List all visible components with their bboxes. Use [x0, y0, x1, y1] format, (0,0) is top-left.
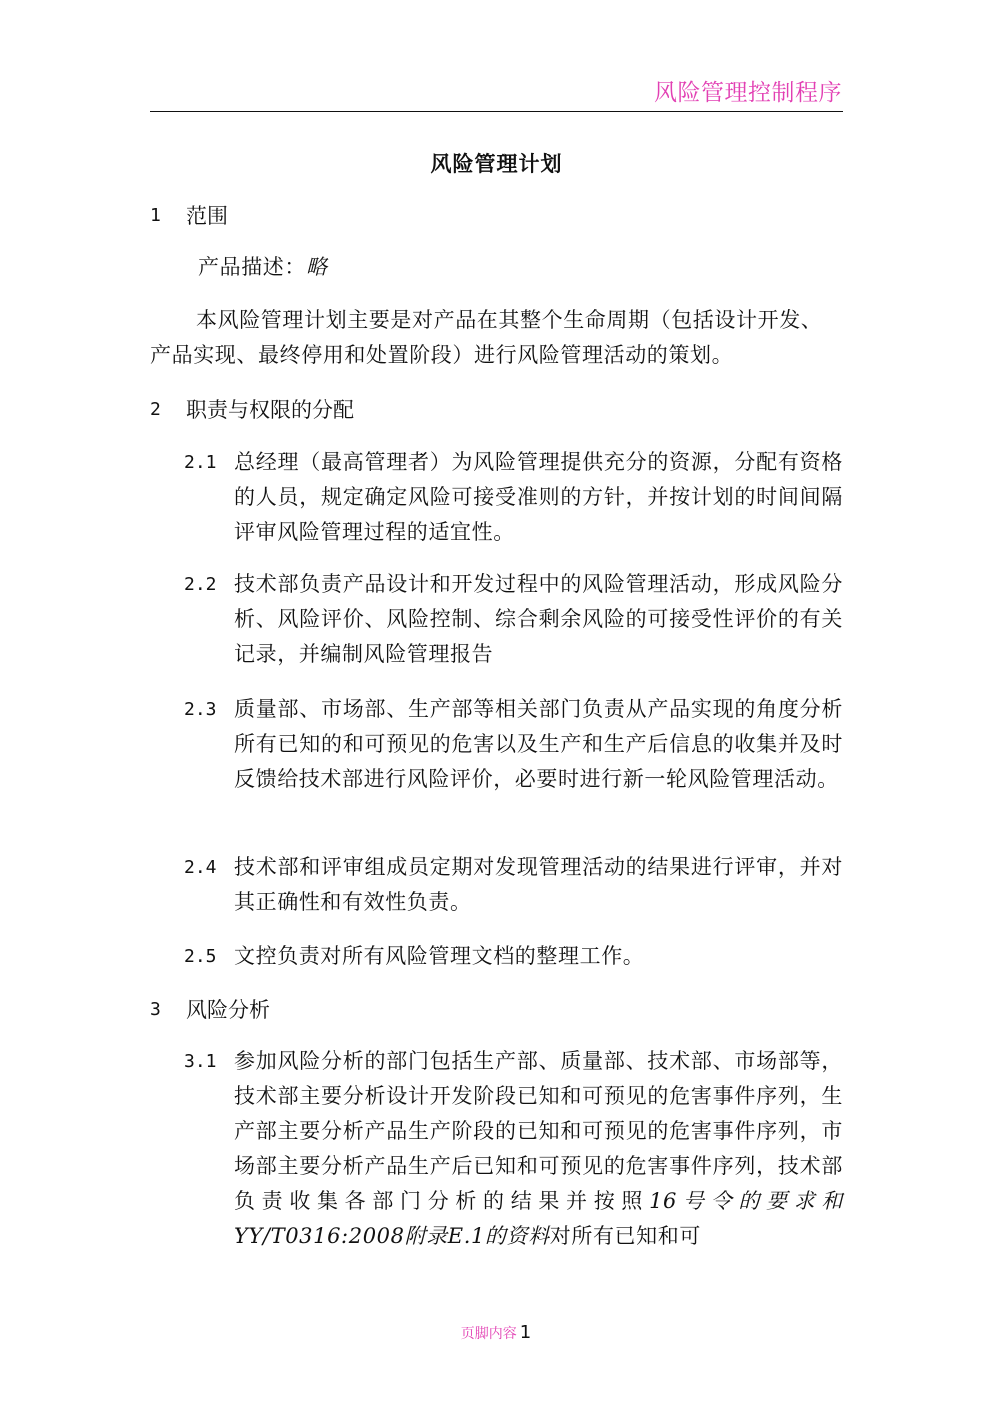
item-2-5-number: 2.5 [184, 946, 217, 967]
item-3-1-text [234, 1044, 843, 1254]
item-3-1-text-part-a: 参加风险分析的部门包括生产部、质量部、技术部、市场部等，技术部主要分析设计开发阶段已知和可预见的危害事件序列，生产部主要分析产品生产阶段的已知和可预见的危害事件序列，市场部主要分析产品生产后已知和可预见的危害事件序列，技术部负责收集各部门分析的结果并按照 [234, 1049, 843, 1213]
section-1-paragraph: 本风险管理计划主要是对产品在其整个生命周期（包括设计开发、产品实现、最终停用和处置阶段）进行风险管理活动的策划。 [150, 308, 823, 367]
header-title: 风险管理控制程序 [654, 80, 842, 106]
item-2-2-text: 技术部负责产品设计和开发过程中的风险管理活动，形成风险分析、风险评价、风险控制、综合剩余风险的可接受性评价的有关记录，并编制风险管理报告 [234, 572, 843, 666]
item-2-2-number: 2.2 [184, 574, 217, 595]
section-3-number: 3 [150, 999, 161, 1020]
item-2-4-text: 技术部和评审组成员定期对发现管理活动的结果进行评审，并对其正确性和有效性负责。 [234, 855, 843, 914]
item-2-5-text: 文控负责对所有风险管理文档的整理工作。 [234, 944, 645, 968]
document-title: 风险管理计划 [430, 151, 563, 176]
section-1-number: 1 [150, 205, 161, 226]
item-2-3-number: 2.3 [184, 699, 217, 720]
section-2-number: 2 [150, 399, 161, 420]
item-3-1-number: 3.1 [184, 1051, 217, 1072]
footer-page-number: 1 [519, 1322, 532, 1343]
header-divider [150, 111, 843, 112]
footer-label: 页脚内容 [460, 1326, 517, 1342]
item-3-1-text-italic: 16号令的要求和YY/T0316:2008附录E.1的资料 [234, 1189, 844, 1248]
section-1-title: 范围 [186, 204, 228, 228]
item-2-3-text: 质量部、市场部、生产部等相关部门负责从产品实现的角度分析所有已知的和可预见的危害以及生产和生产后信息的收集并及时反馈给技术部进行风险评价，必要时进行新一轮风险管理活动。 [234, 697, 843, 791]
item-3-1-text-part-b: 对所有已知和可 [549, 1224, 701, 1248]
section-2-title: 职责与权限的分配 [186, 398, 354, 422]
item-2-1-text: 总经理（最高管理者）为风险管理提供充分的资源，分配有资格的人员，规定确定风险可接受准则的方针，并按计划的时间间隔评审风险管理过程的适宜性。 [234, 450, 843, 544]
product-description [198, 250, 843, 285]
product-description-value: 略 [306, 255, 328, 279]
item-2-4-number: 2.4 [184, 857, 217, 878]
page-footer [0, 1322, 992, 1343]
item-2-1-number: 2.1 [184, 452, 217, 473]
product-description-label: 产品描述： [198, 255, 306, 279]
section-3-title: 风险分析 [186, 998, 270, 1022]
